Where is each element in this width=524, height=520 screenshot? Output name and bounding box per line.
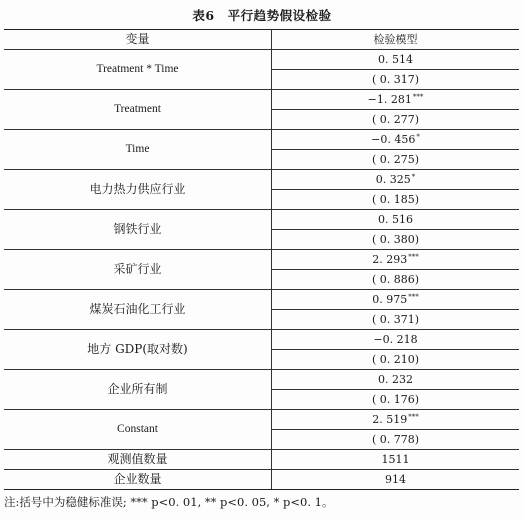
coefficient-cell: [272, 290, 520, 310]
standard-error: ( 0. 176): [272, 390, 520, 410]
coefficient-value: 0. 975: [372, 293, 408, 306]
table-row: [4, 370, 519, 390]
significance-stars: *: [411, 173, 416, 181]
coefficient-value: −1. 281: [367, 93, 412, 106]
standard-error: ( 0. 380): [272, 230, 520, 250]
summary-value: 1511: [272, 450, 520, 470]
variable-name: 电力热力供应行业: [4, 170, 272, 210]
table-row: [4, 130, 519, 150]
variable-name: 地方 GDP(取对数): [4, 330, 272, 370]
significance-stars: ***: [408, 253, 419, 261]
standard-error: ( 0. 210): [272, 350, 520, 370]
table-title: 表6 平行趋势假设检验: [192, 8, 332, 23]
regression-table: [4, 29, 519, 490]
coefficient-cell: [272, 90, 520, 110]
coefficient-cell: [272, 250, 520, 270]
table-row: [4, 290, 519, 310]
table-row: [4, 170, 519, 190]
summary-label: 观测值数量: [4, 450, 272, 470]
standard-error: ( 0. 185): [272, 190, 520, 210]
coefficient-value: 2. 293: [372, 253, 408, 266]
table-row: [4, 90, 519, 110]
standard-error: ( 0. 886): [272, 270, 520, 290]
standard-error: ( 0. 778): [272, 430, 520, 450]
significance-stars: ***: [408, 293, 419, 301]
table-row: [4, 50, 519, 70]
coefficient-cell: [272, 210, 520, 230]
coefficient-cell: [272, 130, 520, 150]
variable-name: 煤炭石油化工行业: [4, 290, 272, 330]
standard-error: ( 0. 317): [272, 70, 520, 90]
significance-stars: ***: [412, 93, 424, 101]
variable-name: Treatment: [4, 90, 272, 130]
coefficient-cell: [272, 50, 520, 70]
variable-name: Constant: [4, 410, 272, 450]
variable-name: Time: [4, 130, 272, 170]
coefficient-value: 0. 232: [378, 373, 413, 386]
coefficient-value: 0. 514: [378, 53, 413, 66]
coefficient-cell: [272, 370, 520, 390]
significance-stars: ***: [408, 413, 419, 421]
table-row: [4, 330, 519, 350]
significance-stars: *: [416, 133, 420, 141]
summary-label: 企业数量: [4, 470, 272, 490]
coefficient-cell: [272, 330, 520, 350]
coefficient-value: 0. 516: [378, 213, 413, 226]
table-row: [4, 250, 519, 270]
coefficient-value: −0. 218: [373, 333, 418, 346]
header-variable: 变量: [4, 30, 272, 50]
table-note: 注:括号中为稳健标准误; *** p<0. 01, ** p<0. 05, * p<0. 1。: [4, 495, 334, 509]
coefficient-cell: [272, 410, 520, 430]
summary-value: 914: [272, 470, 520, 490]
coefficient-value: 0. 325: [375, 173, 411, 186]
coefficient-cell: [272, 170, 520, 190]
variable-name: 钢铁行业: [4, 210, 272, 250]
variable-name: 企业所有制: [4, 370, 272, 410]
standard-error: ( 0. 371): [272, 310, 520, 330]
variable-name: 采矿行业: [4, 250, 272, 290]
summary-row: [4, 470, 519, 490]
summary-row: [4, 450, 519, 470]
coefficient-value: −0. 456: [371, 133, 416, 146]
header-model: 检验模型: [272, 30, 520, 50]
header-row: [4, 30, 519, 50]
standard-error: ( 0. 275): [272, 150, 520, 170]
coefficient-value: 2. 519: [372, 413, 408, 426]
standard-error: ( 0. 277): [272, 110, 520, 130]
table-row: [4, 410, 519, 430]
table-row: [4, 210, 519, 230]
variable-name: Treatment * Time: [4, 50, 272, 90]
